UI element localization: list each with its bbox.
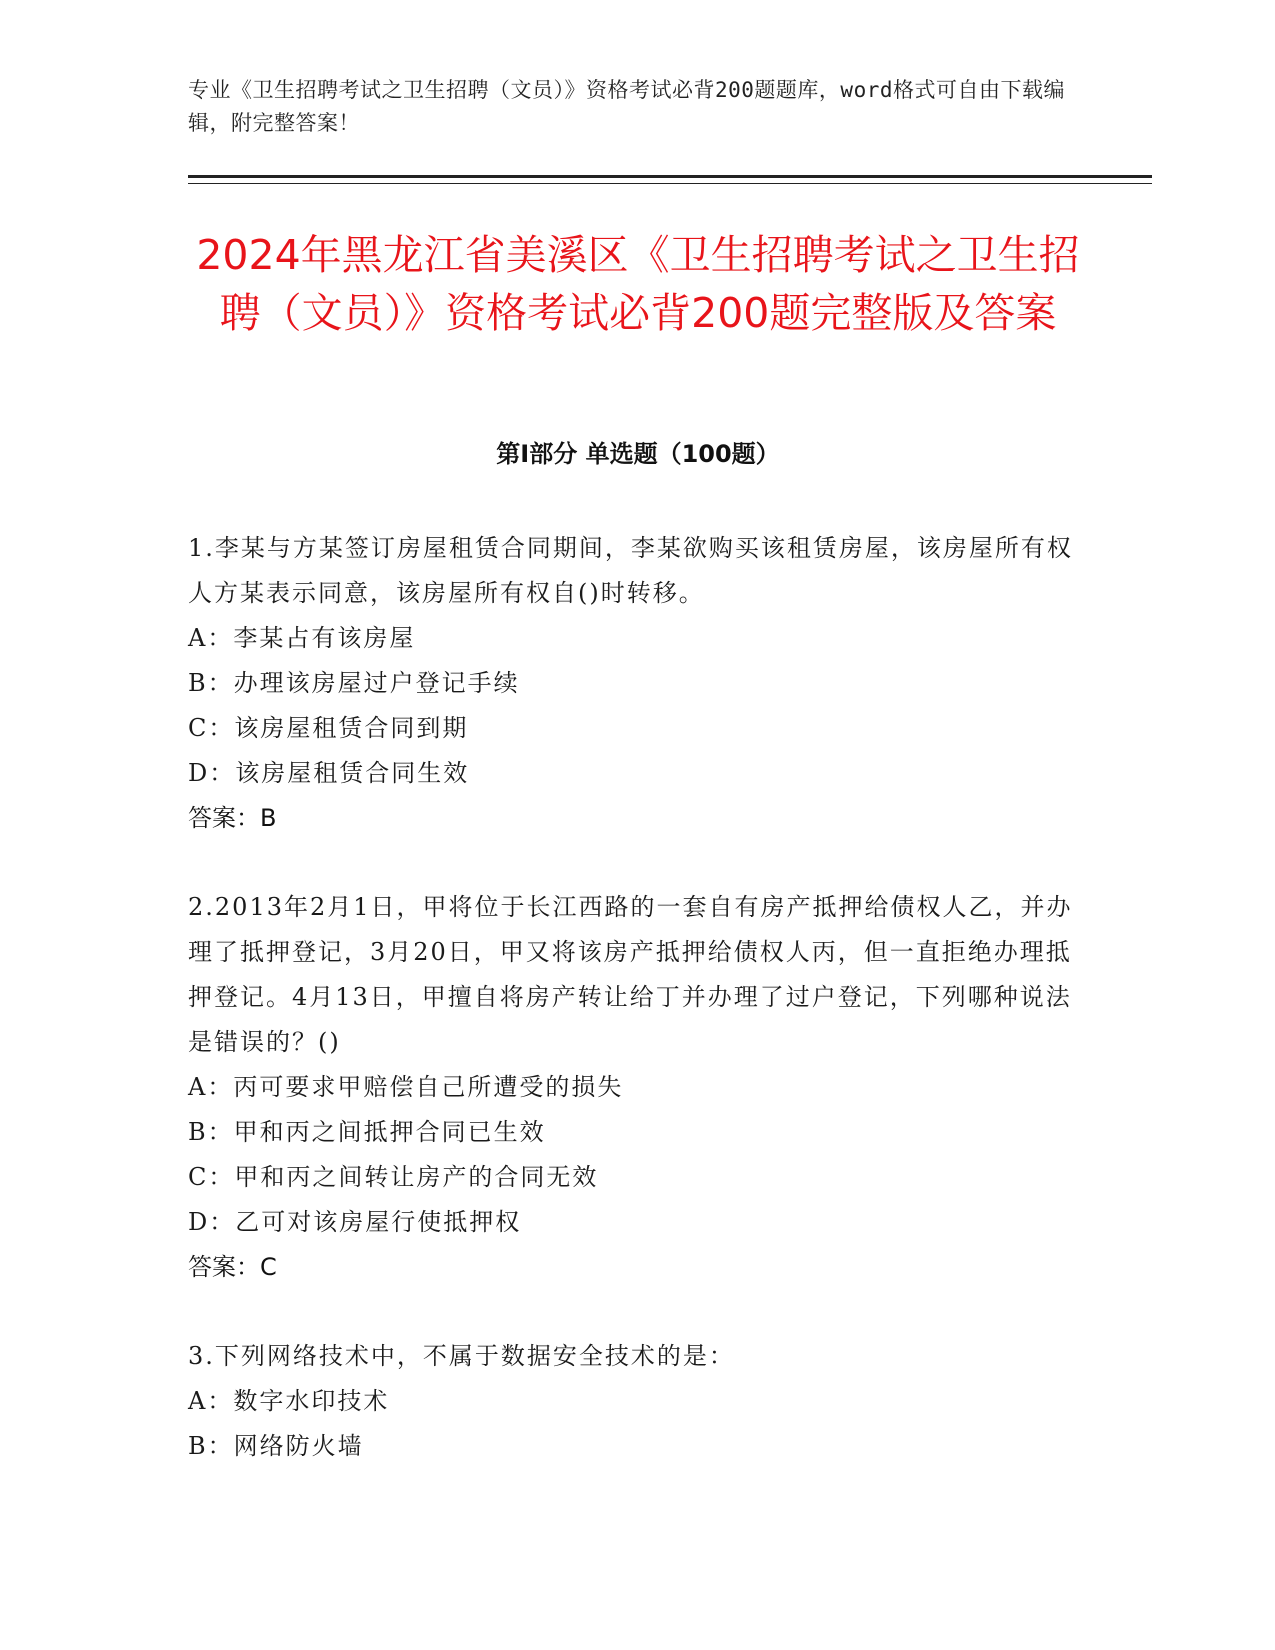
option-b: B：网络防火墙 (188, 1432, 364, 1460)
document-title: 2024年黑龙江省美溪区《卫生招聘考试之卫生招聘（文员）》资格考试必背200题完整版及答案 (196, 231, 1080, 337)
header-divider-thin (188, 183, 1152, 184)
answer: 答案：B (188, 804, 277, 832)
header-note: 专业《卫生招聘考试之卫生招聘（文员）》资格考试必背200题题库，word格式可自由下载编辑，附完整答案！ (188, 78, 1065, 135)
option-a: A：数字水印技术 (188, 1387, 390, 1415)
option-a: A：李某占有该房屋 (188, 624, 416, 652)
option-b: B：甲和丙之间抵押合同已生效 (188, 1118, 546, 1146)
question-3 (188, 1334, 1088, 1469)
option-d: D：该房屋租赁合同生效 (188, 759, 470, 787)
section-heading: 第I部分 单选题（100题） (496, 440, 780, 468)
question-list (188, 526, 1088, 1513)
option-a: A：丙可要求甲赔偿自己所遭受的损失 (188, 1073, 624, 1101)
question-1 (188, 526, 1088, 841)
question-2 (188, 885, 1088, 1290)
question-text: 2.2013年2月1日，甲将位于长江西路的一套自有房产抵押给债权人乙，并办理了抵押登记，3月20日，甲又将该房产抵押给债权人丙，但一直拒绝办理抵押登记。4月13日，甲擅自将房产转让给丁并办理了过户登记，下列哪种说法是错误的？() (188, 893, 1073, 1056)
question-text: 1.李某与方某签订房屋租赁合同期间，李某欲购买该租赁房屋，该房屋所有权人方某表示同意，该房屋所有权自()时转移。 (188, 534, 1073, 607)
answer: 答案：C (188, 1253, 277, 1281)
option-c: C：该房屋租赁合同到期 (188, 714, 469, 742)
option-c: C：甲和丙之间转让房产的合同无效 (188, 1163, 599, 1191)
option-d: D：乙可对该房屋行使抵押权 (188, 1208, 522, 1236)
option-b: B：办理该房屋过户登记手续 (188, 669, 520, 697)
question-text: 3.下列网络技术中，不属于数据安全技术的是： (188, 1342, 735, 1370)
header-divider-thick (188, 175, 1152, 178)
